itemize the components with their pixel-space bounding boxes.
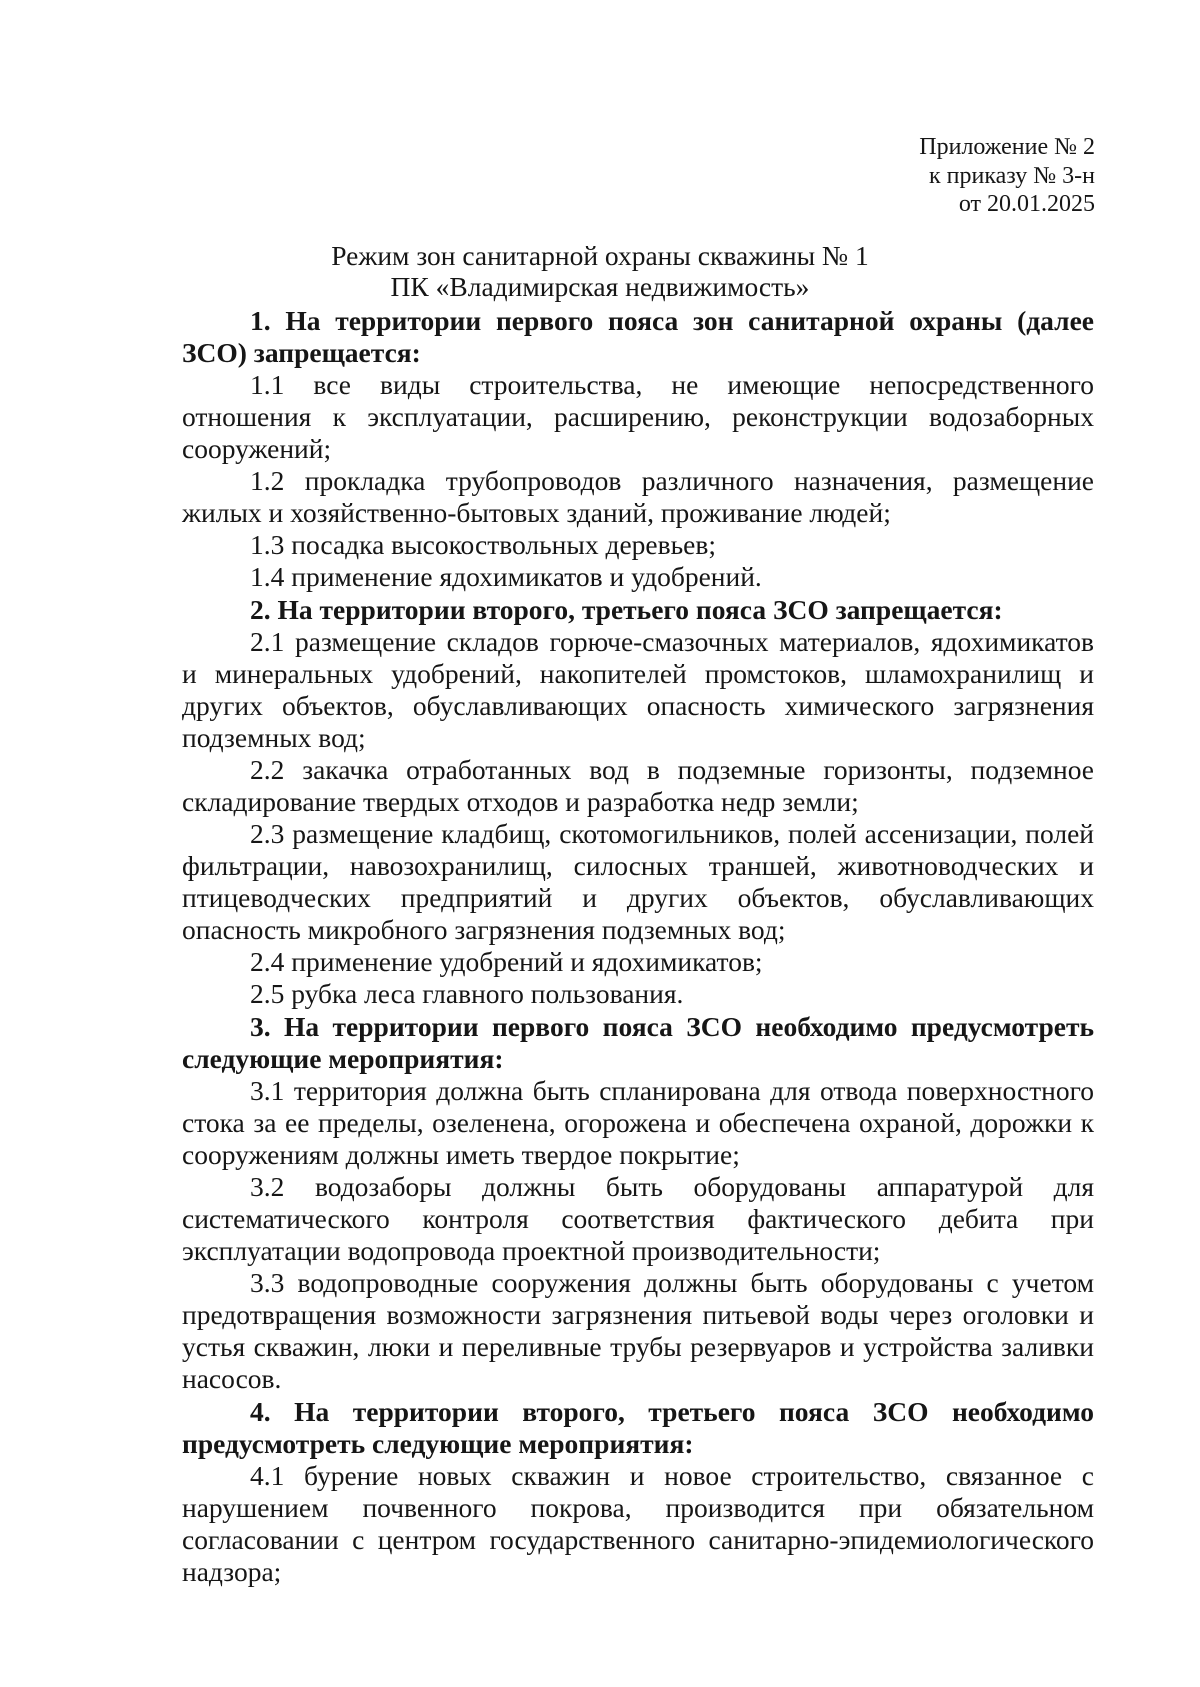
section-2-item-2: 2.2 закачка отработанных вод в подземные горизонты, подземное складирование твердых отходов и разработка недр земли; [182, 754, 1094, 817]
appendix-date: от 20.01.2025 [958, 191, 1095, 217]
document-title-line-2: ПК «Владимирская недвижимость» [390, 271, 810, 302]
document-title [0, 240, 1200, 302]
section-3-heading: 3. На территории первого пояса ЗСО необходимо предусмотреть следующие мероприятия: [182, 1011, 1094, 1074]
document-title-line-1: Режим зон санитарной охраны скважины № 1 [331, 240, 869, 271]
section-1-item-1: 1.1 все виды строительства, не имеющие непосредственного отношения к эксплуатации, расширению, реконструкции водозаборных сооружений; [182, 369, 1094, 464]
section-3-item-2: 3.2 водозаборы должны быть оборудованы аппаратурой для систематического контроля соответствия фактического дебита при эксплуатации водопровода проектной производительности; [182, 1171, 1094, 1266]
section-2-heading: 2. На территории второго, третьего пояса ЗСО запрещается: [250, 594, 1003, 625]
appendix-reference [919, 133, 1095, 219]
section-2-item-4: 2.4 применение удобрений и ядохимикатов; [250, 946, 763, 977]
section-3-item-3: 3.3 водопроводные сооружения должны быть оборудованы с учетом предотвращения возможности загрязнения питьевой воды через оголовки и устья скважин, люки и переливные трубы резервуаров и устройства заливки насосов. [182, 1267, 1094, 1394]
section-2-item-1: 2.1 размещение складов горюче-смазочных материалов, ядохимикатов и минеральных удобрений, накопителей промстоков, шламохранилищ и других объектов, обуславливающих опасность химического загрязнения подземных вод; [182, 626, 1094, 753]
section-3-item-1: 3.1 территория должна быть спланирована для отвода поверхностного стока за ее пределы, озеленена, огорожена и обеспечена охраной, дорожки к сооружениям должны иметь твердое покрытие; [182, 1075, 1094, 1170]
section-1-item-2: 1.2 прокладка трубопроводов различного назначения, размещение жилых и хозяйственно-бытовых зданий, проживание людей; [182, 465, 1094, 528]
section-1-item-4: 1.4 применение ядохимикатов и удобрений. [250, 561, 762, 592]
section-2-item-3: 2.3 размещение кладбищ, скотомогильников, полей ассенизации, полей фильтрации, навозохранилищ, силосных траншей, животноводческих и птицеводческих предприятий и других объектов, обуславливающих опасность микробного загрязнения подземных вод; [182, 818, 1094, 945]
document-body [182, 304, 1094, 1588]
section-1-item-3: 1.3 посадка высокоствольных деревьев; [250, 529, 716, 560]
appendix-number: Приложение № 2 [919, 134, 1095, 160]
section-4-heading: 4. На территории второго, третьего пояса ЗСО необходимо предусмотреть следующие мероприятия: [182, 1396, 1094, 1459]
appendix-order: к приказу № 3-н [928, 162, 1095, 189]
section-2-item-5: 2.5 рубка леса главного пользования. [250, 978, 684, 1009]
section-4-item-1: 4.1 бурение новых скважин и новое строительство, связанное с нарушением почвенного покрова, производится при обязательном согласовании с центром государственного санитарно-эпидемиологического надзора; [182, 1460, 1094, 1587]
section-1-heading: 1. На территории первого пояса зон санитарной охраны (далее ЗСО) запрещается: [182, 305, 1094, 368]
